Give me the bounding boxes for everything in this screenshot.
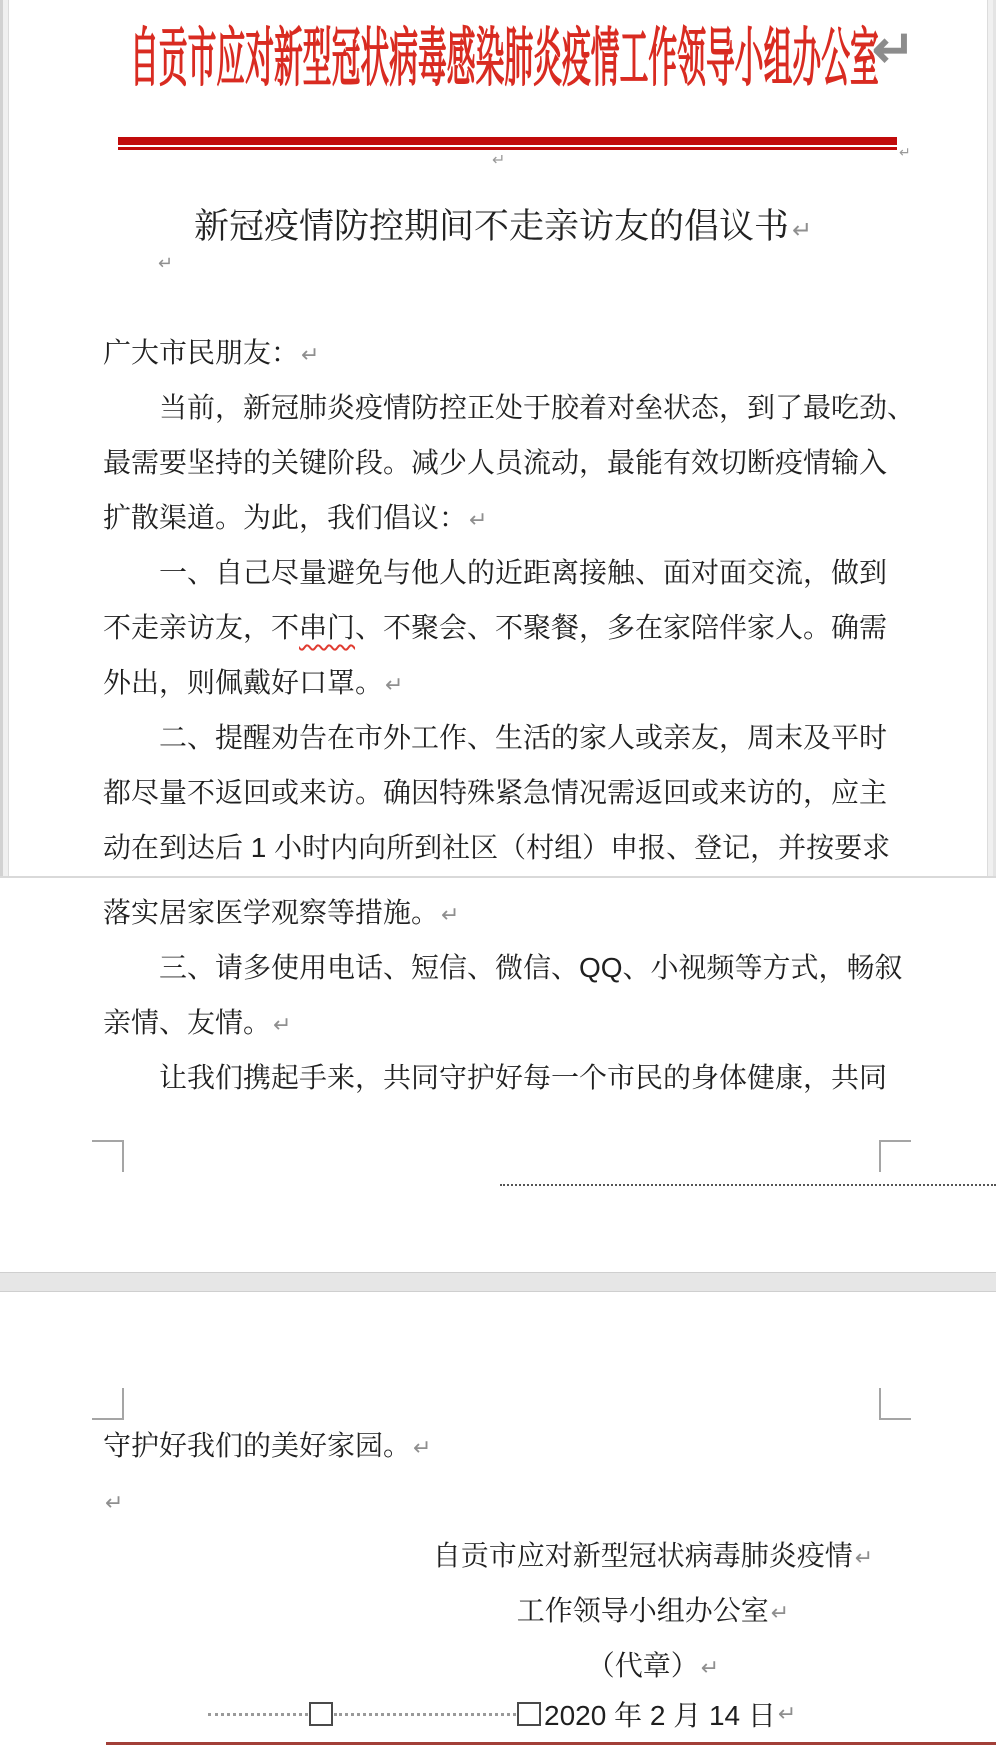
- line-text: 外出，则佩戴好口罩。: [103, 667, 384, 698]
- line-text: 亲情、友情。: [103, 1007, 272, 1038]
- text-line: [410, 1528, 896, 1583]
- paragraph-mark: ↵: [273, 1012, 292, 1037]
- line-text: 二、提醒劝告在市外工作、生活的家人或亲友，周末及平时: [159, 722, 888, 753]
- text-line: [103, 325, 903, 380]
- letterhead-text: 自贡市应对新型冠状病毒感染肺炎疫情工作领导小组办公室: [130, 22, 879, 94]
- margin-corner-mark: [92, 1140, 124, 1172]
- screenshot-seam: [0, 876, 996, 878]
- text-line: [103, 600, 903, 655]
- letterhead: [130, 16, 996, 100]
- text-line: [103, 490, 903, 545]
- body-page1: [103, 325, 916, 875]
- dotted-leader: [334, 1713, 516, 1716]
- paragraph-mark: ↵: [492, 152, 506, 169]
- margin-corner-mark: [92, 1388, 124, 1420]
- paragraph-mark: ↵: [385, 672, 404, 697]
- seal-checkbox: [517, 1702, 541, 1726]
- paragraph-mark: ↵: [872, 21, 916, 79]
- line-text: 不走亲访友，不串门、不聚会、不聚餐，多在家陪伴家人。确需: [103, 612, 888, 643]
- line-text: 最需要坚持的关键阶段。减少人员流动，最能有效切断疫情输入: [103, 447, 888, 478]
- line-text: （代章）: [586, 1650, 699, 1681]
- text-line: [410, 1638, 896, 1693]
- line-text: 落实居家医学观察等措施。: [103, 897, 440, 928]
- text-line: [410, 1583, 896, 1638]
- paragraph-mark: ↵: [105, 1490, 124, 1515]
- body-page1-lower: [103, 885, 903, 1105]
- paragraph-mark: ↵: [441, 902, 460, 927]
- next-page-rule: [106, 1742, 996, 1745]
- line-text: 扩散渠道。为此，我们倡议：: [103, 502, 468, 533]
- paragraph-mark: ↵: [301, 342, 320, 367]
- paragraph-mark: ↵: [158, 253, 174, 273]
- line-text: 工作领导小组办公室: [516, 1595, 769, 1626]
- margin-corner-mark: [879, 1388, 911, 1420]
- line-text: 都尽量不返回或来访。确因特殊紧急情况需返回或来访的，应主: [103, 777, 888, 808]
- footer-dotted-line: [500, 1184, 996, 1186]
- paragraph-mark: ↵: [791, 217, 813, 244]
- line-text: 自贡市应对新型冠状病毒肺炎疫情: [432, 1540, 853, 1571]
- margin-corner-mark: [879, 1140, 911, 1172]
- line-text: 让我们携起手来，共同守护好每一个市民的身体健康，共同: [159, 1062, 888, 1093]
- text-line: [103, 1050, 903, 1105]
- paragraph-mark: ↵: [700, 1655, 720, 1680]
- line-text: 三、请多使用电话、短信、微信、QQ、小视频等方式，畅叙: [159, 952, 903, 983]
- date-line: [208, 1694, 796, 1734]
- line-text: 守护好我们的美好家园。: [103, 1430, 412, 1461]
- document-title-row: [103, 203, 903, 258]
- text-line: [103, 380, 916, 435]
- line-text: 一、自己尽量避免与他人的近距离接触、面对面交流，做到: [159, 557, 888, 588]
- text-line: [103, 820, 903, 875]
- text-line: [103, 1473, 903, 1528]
- seal-checkbox: [309, 1702, 333, 1726]
- text-line: [103, 995, 903, 1050]
- text-line: [103, 1418, 903, 1473]
- page-break-gap: [0, 1272, 996, 1292]
- paragraph-mark: ↵: [413, 1435, 432, 1460]
- date-text: 2020 年 2 月 14 日: [544, 1700, 776, 1731]
- line-text: 当前，新冠肺炎疫情防控正处于胶着对垒状态，到了最吃劲、: [159, 392, 916, 423]
- paragraph-mark: ↵: [469, 507, 488, 532]
- paragraph-mark: ↵: [777, 1701, 797, 1726]
- text-line: [103, 940, 903, 995]
- dotted-leader: [208, 1713, 308, 1716]
- page-left-edge: [0, 0, 9, 877]
- paragraph-mark: ↵: [899, 144, 911, 160]
- document-title: 新冠疫情防控期间不走亲访友的倡议书: [193, 207, 789, 246]
- paragraph-mark: ↵: [770, 1600, 790, 1625]
- line-text: 动在到达后 1 小时内向所到社区（村组）申报、登记，并按要求: [103, 832, 891, 863]
- text-line: [103, 765, 903, 820]
- text-line: [103, 655, 903, 710]
- text-line: [103, 885, 903, 940]
- text-line: [103, 435, 903, 490]
- text-line: [103, 545, 903, 600]
- body-page2: [103, 1418, 903, 1693]
- paragraph-mark: ↵: [854, 1545, 874, 1570]
- spellcheck-wavy-underline: 串门: [299, 612, 356, 643]
- text-line: [103, 710, 903, 765]
- page-right-edge: [987, 0, 996, 877]
- letterhead-double-rule: [118, 137, 897, 150]
- line-text: 广大市民朋友：: [103, 337, 300, 368]
